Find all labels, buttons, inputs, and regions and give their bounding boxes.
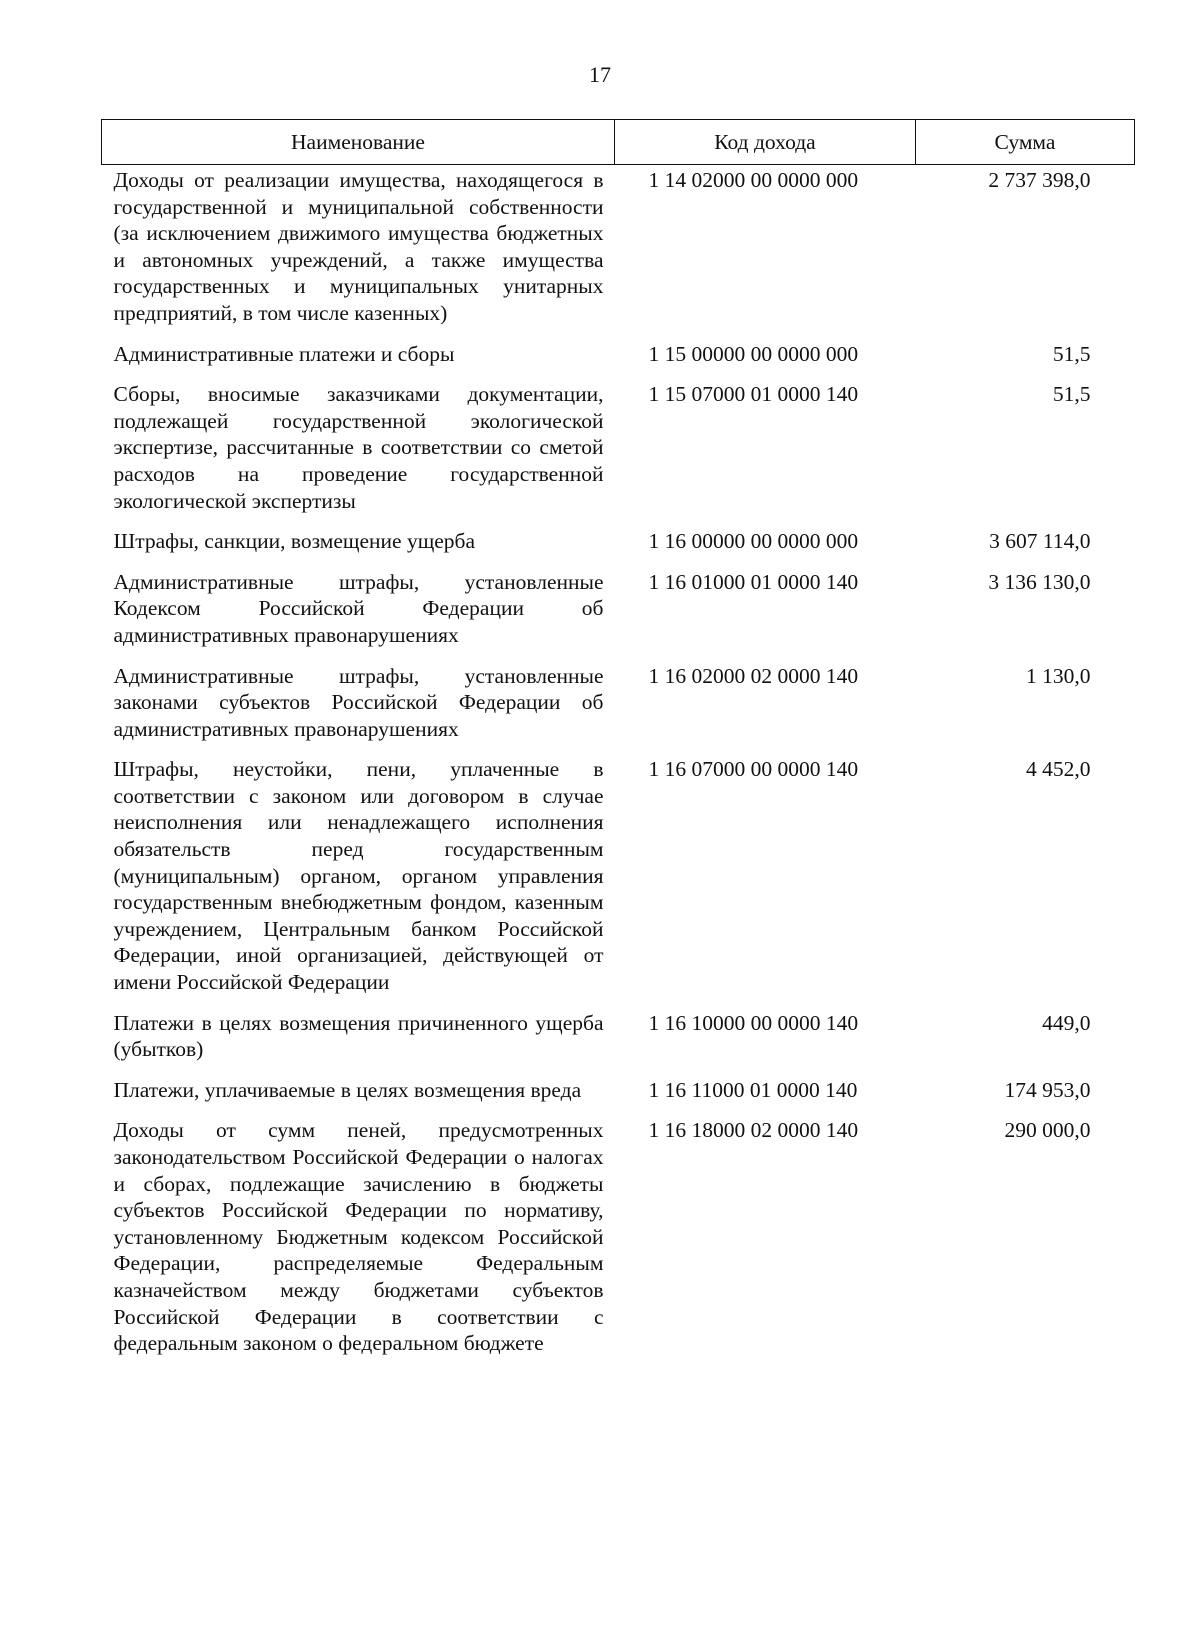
- page-number: 17: [589, 62, 611, 87]
- revenue-code: 1 16 07000 00 0000 140: [648, 757, 859, 782]
- table-row: [102, 341, 1135, 382]
- table-header-row: [102, 120, 1135, 165]
- revenue-code: 1 16 18000 02 0000 140: [648, 1118, 859, 1143]
- table-row: [102, 381, 1135, 528]
- revenue-name: Штрафы, неустойки, пени, уплаченные в соответствии с законом или договором в случае неисполнения или ненадлежащего исполнения обязательств перед государственным (муниципальным) органом, органом управления государственным внебюджетным фондом, казенным учреждением, Центральным банком Российской Федерации, иной организацией, действующей от имени Российской Федерации: [113, 757, 604, 995]
- revenue-name: Доходы от реализации имущества, находящегося в государственной и муниципальной собственности (за исключением движимого имущества бюджетных и автономных учреждений, а также имущества государственных и муниципальных унитарных предприятий, в том числе казенных): [113, 168, 604, 325]
- header-code: Код дохода: [615, 120, 916, 165]
- revenue-table: [101, 119, 1135, 1371]
- revenue-name: Сборы, вносимые заказчиками документации, подлежащей государственной экологической экспертизе, рассчитанные в соответствии со сметой расходов на проведение государственной экологической экспертизы: [113, 382, 604, 513]
- revenue-sum: 174 953,0: [1004, 1077, 1091, 1102]
- revenue-name: Штрафы, санкции, возмещение ущерба: [113, 529, 476, 554]
- header-sum: Сумма: [916, 120, 1135, 165]
- header-name: Наименование: [102, 120, 615, 165]
- revenue-sum: 51,5: [1052, 382, 1091, 407]
- revenue-sum: 3 607 114,0: [989, 529, 1091, 554]
- revenue-sum: 4 452,0: [1026, 757, 1091, 782]
- revenue-name: Административные платежи и сборы: [113, 341, 455, 366]
- revenue-sum: 449,0: [1042, 1010, 1091, 1035]
- revenue-sum: 2 737 398,0: [988, 168, 1091, 192]
- revenue-name: Административные штрафы, установленные Кодексом Российской Федерации об административных правонарушениях: [113, 569, 604, 647]
- revenue-name: Платежи в целях возмещения причиненного ущерба (убытков): [113, 1010, 604, 1062]
- revenue-code: 1 15 07000 01 0000 140: [648, 382, 859, 407]
- revenue-code: 1 16 00000 00 0000 000: [648, 529, 859, 554]
- revenue-name: Платежи, уплачиваемые в целях возмещения вреда: [113, 1077, 582, 1102]
- revenue-sum: 1 130,0: [1026, 663, 1091, 688]
- table-row: [102, 165, 1135, 341]
- revenue-code: 1 14 02000 00 0000 000: [648, 168, 859, 192]
- table-row: [102, 1077, 1135, 1118]
- table-row: [102, 663, 1135, 757]
- revenue-sum: 290 000,0: [1004, 1118, 1091, 1143]
- revenue-code: 1 16 01000 01 0000 140: [648, 569, 859, 594]
- table-row: [102, 569, 1135, 663]
- table-row: [102, 1010, 1135, 1077]
- table-row: [102, 756, 1135, 1009]
- revenue-sum: 3 136 130,0: [988, 569, 1091, 594]
- revenue-code: 1 16 11000 01 0000 140: [648, 1077, 858, 1102]
- revenue-code: 1 16 10000 00 0000 140: [648, 1010, 859, 1035]
- revenue-sum: 51,5: [1052, 341, 1091, 366]
- revenue-name: Административные штрафы, установленные законами субъектов Российской Федерации об административных правонарушениях: [113, 663, 604, 741]
- revenue-code: 1 15 00000 00 0000 000: [648, 341, 859, 366]
- revenue-code: 1 16 02000 02 0000 140: [648, 663, 859, 688]
- revenue-name: Доходы от сумм пеней, предусмотренных законодательством Российской Федерации о налогах и сборах, подлежащие зачислению в бюджеты субъектов Российской Федерации по нормативу, установленному Бюджетным кодексом Российской Федерации, распределяемые Федеральным казначейством между бюджетами субъектов Российской Федерации в соответствии с федеральным законом о федеральном бюджете: [113, 1118, 604, 1356]
- table-row: [102, 1117, 1135, 1370]
- table-row: [102, 528, 1135, 569]
